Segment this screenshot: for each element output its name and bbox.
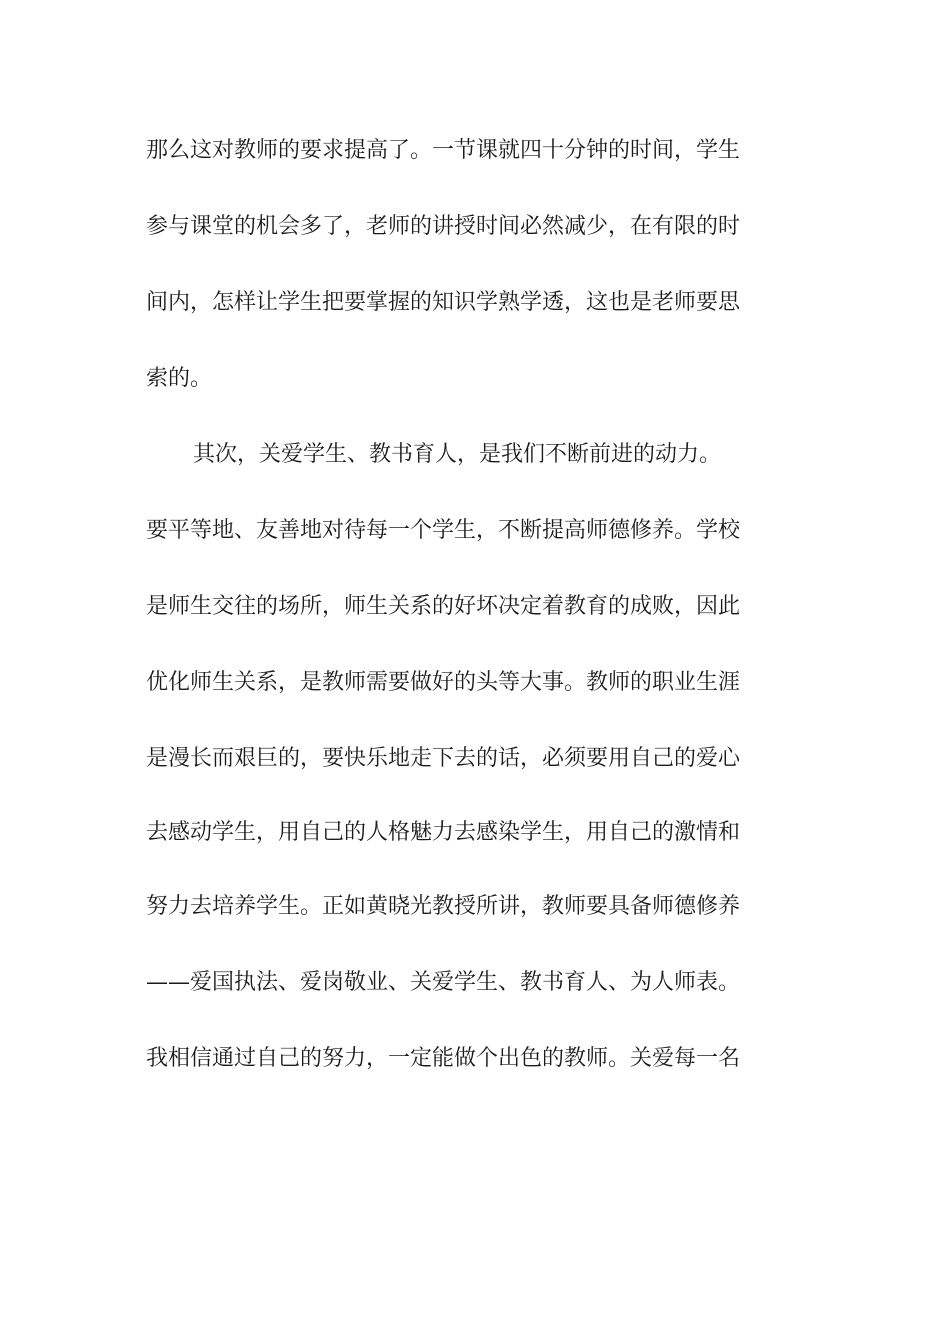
text-line: 那么这对教师的要求提高了。一节课就四十分钟的时间，学生 (146, 138, 741, 163)
text-line: 间内，怎样让学生把要掌握的知识学熟学透，这也是老师要思 (146, 290, 741, 315)
text-line: 优化师生关系，是教师需要做好的头等大事。教师的职业生涯 (146, 670, 741, 695)
text-line: 去感动学生，用自己的人格魅力去感染学生，用自己的激情和 (146, 820, 741, 845)
text-line: 我相信通过自己的努力，一定能做个出色的教师。关爱每一名 (146, 1046, 741, 1071)
text-line: 索的。 (146, 366, 213, 391)
text-line: 是漫长而艰巨的，要快乐地走下去的话，必须要用自己的爱心 (146, 746, 741, 771)
text-line: 参与课堂的机会多了，老师的讲授时间必然减少，在有限的时 (146, 214, 741, 239)
text-line: 是师生交往的场所，师生关系的好坏决定着教育的成败，因此 (146, 594, 741, 619)
paragraph-first-line: 其次，关爱学生、教书育人，是我们不断前进的动力。 (193, 442, 722, 467)
text-line: 要平等地、友善地对待每一个学生，不断提高师德修养。学校 (146, 518, 741, 543)
text-line: ——爱国执法、爱岗敬业、关爱学生、教书育人、为人师表。 (146, 970, 741, 995)
text-line: 努力去培养学生。正如黄晓光教授所讲，教师要具备师德修养 (146, 894, 741, 919)
